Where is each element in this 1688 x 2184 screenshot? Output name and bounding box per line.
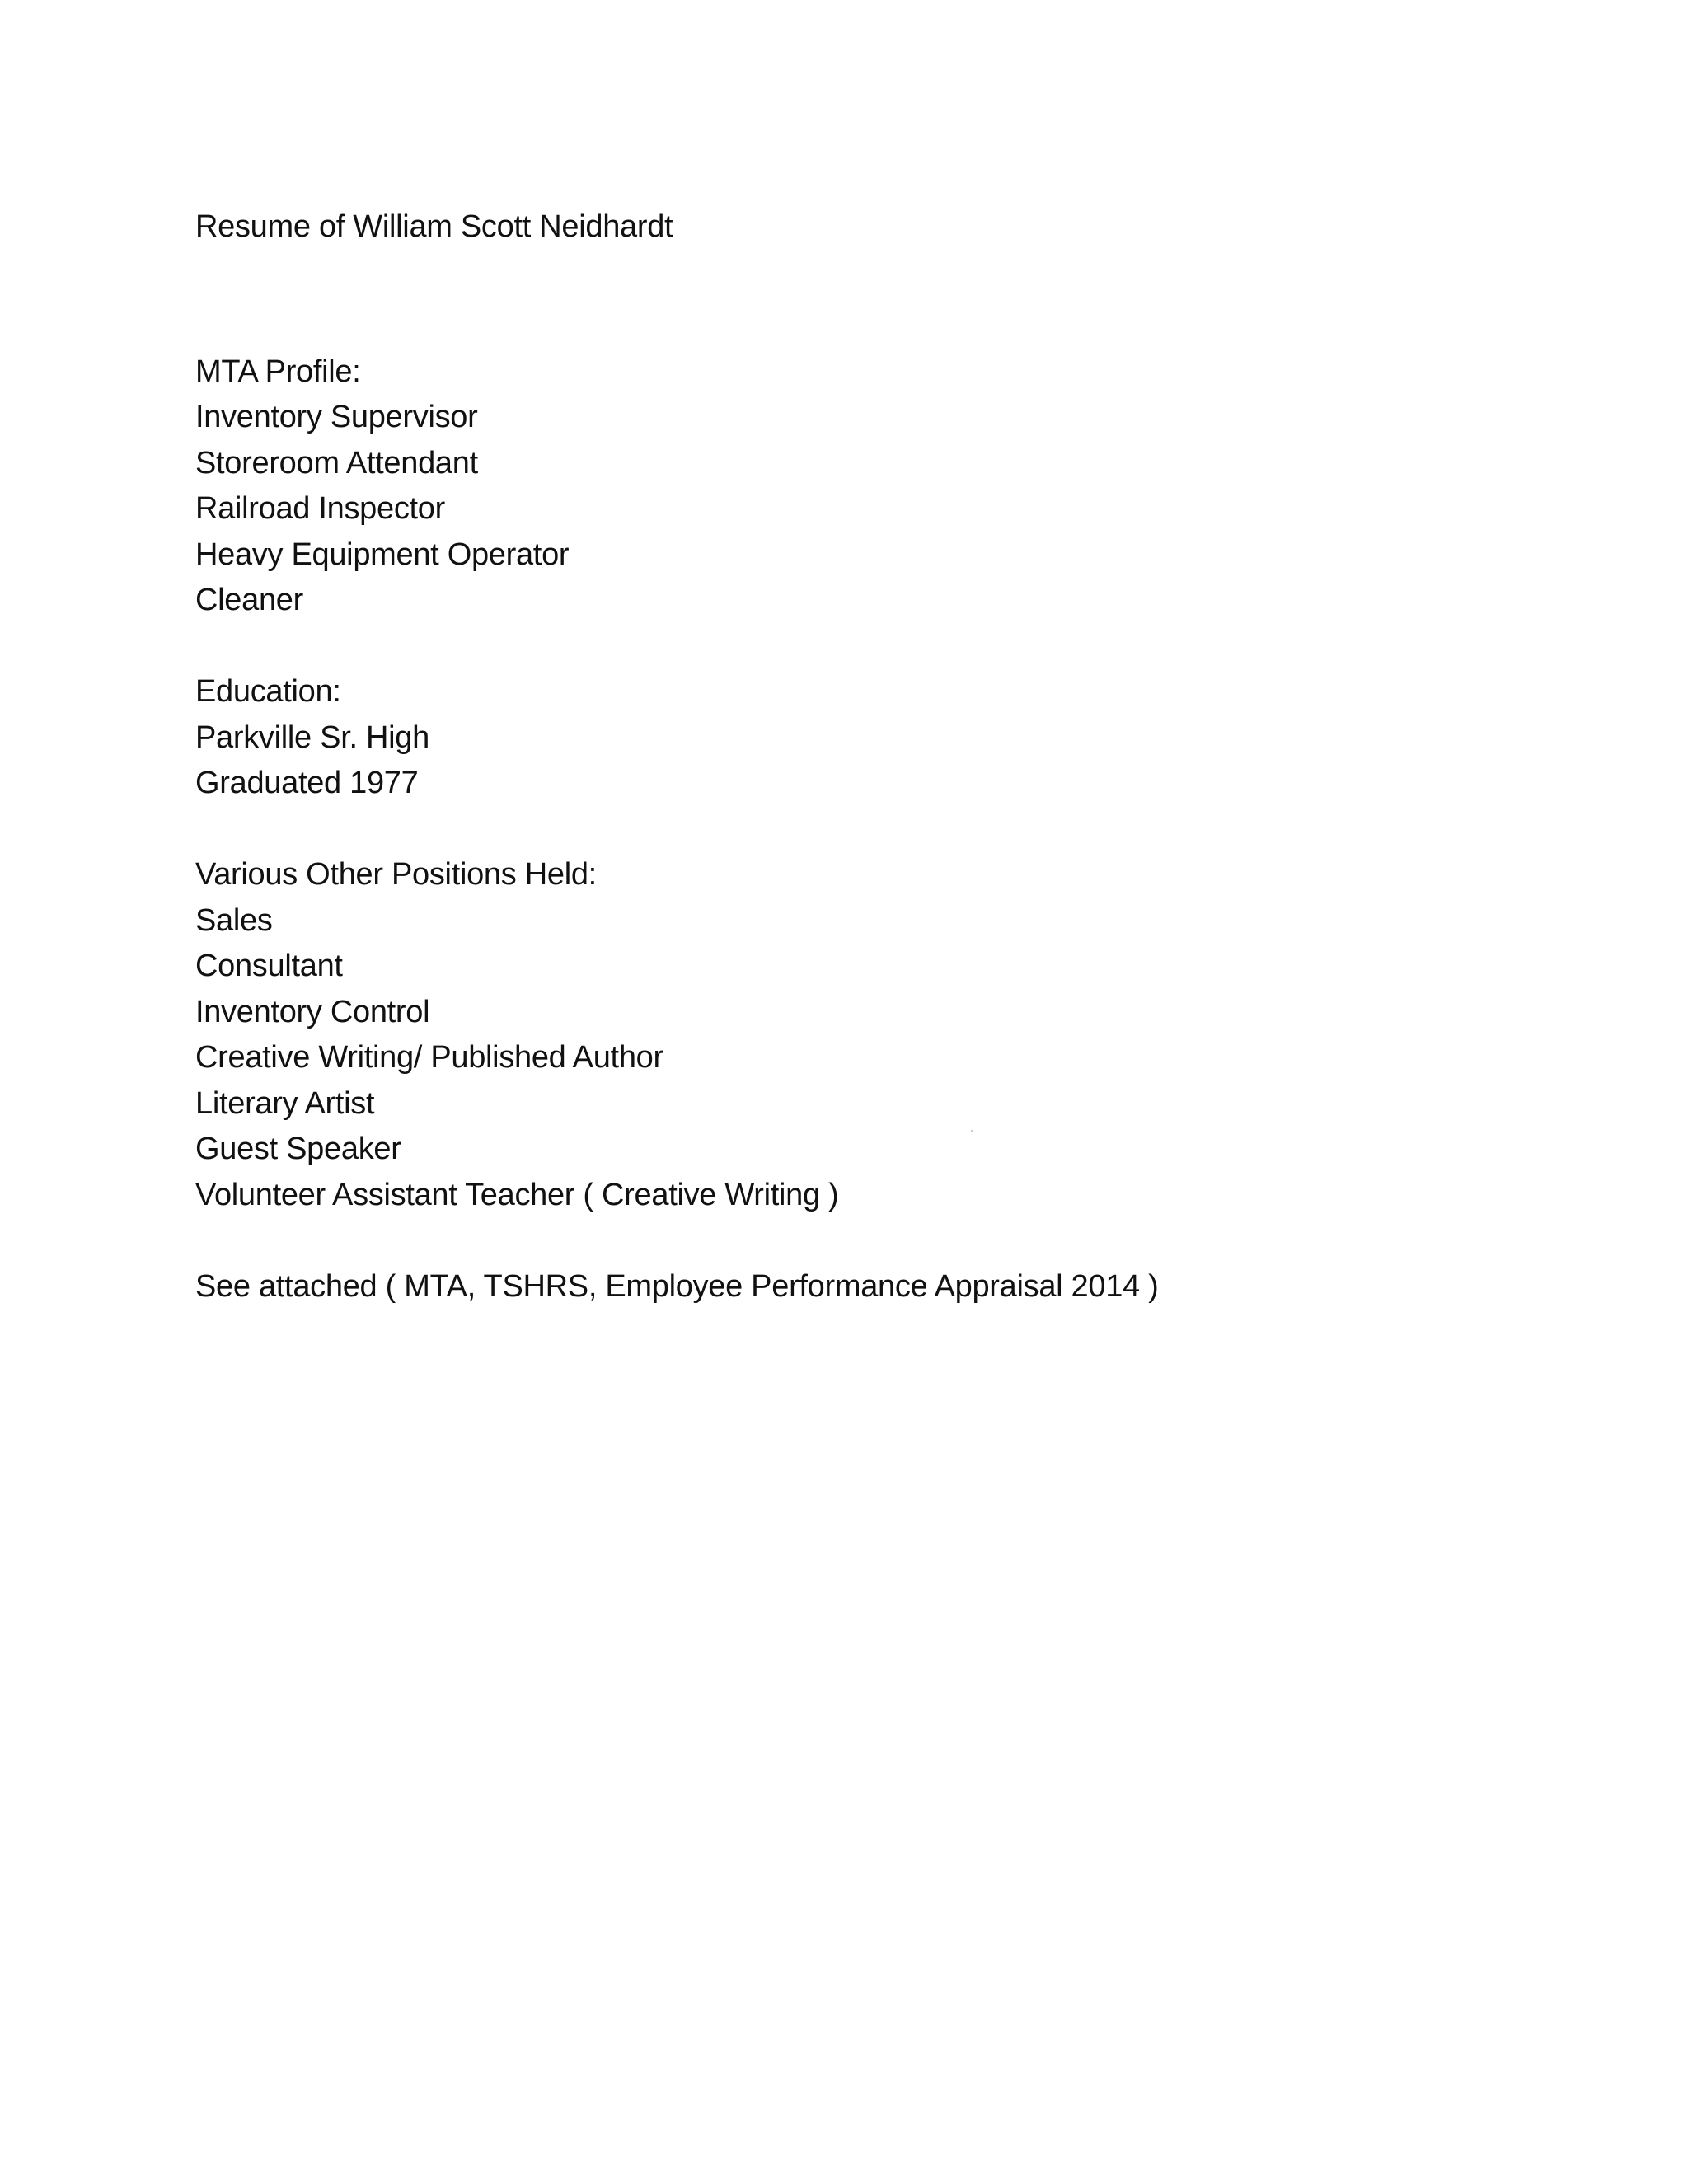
education-item: Graduated 1977 bbox=[195, 766, 419, 800]
other-positions-heading: Various Other Positions Held: bbox=[195, 857, 597, 892]
education-heading: Education: bbox=[195, 674, 341, 709]
resume-body bbox=[195, 204, 1597, 1310]
other-positions-item: Guest Speaker bbox=[195, 1132, 401, 1166]
other-positions-item: Creative Writing/ Published Author bbox=[195, 1040, 663, 1075]
education-item: Parkville Sr. High bbox=[195, 719, 429, 755]
mta-profile-heading: MTA Profile: bbox=[195, 354, 361, 389]
other-positions-item: Sales bbox=[195, 902, 273, 938]
mta-profile-item: Storeroom Attendant bbox=[195, 445, 478, 480]
scan-speck bbox=[971, 1130, 973, 1132]
other-positions-item: Inventory Control bbox=[195, 994, 430, 1029]
other-positions-item: Volunteer Assistant Teacher ( Creative Writing ) bbox=[195, 1177, 839, 1212]
mta-profile-item: Heavy Equipment Operator bbox=[195, 537, 570, 572]
other-positions-section bbox=[195, 852, 1597, 1218]
other-positions-item: Consultant bbox=[195, 949, 343, 983]
resume-title: Resume of William Scott Neidhardt bbox=[195, 209, 673, 244]
mta-profile-item: Inventory Supervisor bbox=[195, 400, 478, 434]
mta-profile-item: Cleaner bbox=[195, 583, 303, 617]
other-positions-item: Literary Artist bbox=[195, 1085, 375, 1121]
mta-profile-item: Railroad Inspector bbox=[195, 491, 445, 526]
attachment-note: See attached ( MTA, TSHRS, Employee Performance Appraisal 2014 ) bbox=[195, 1268, 1159, 1304]
education-section bbox=[195, 669, 1597, 807]
mta-profile-section bbox=[195, 349, 1597, 624]
